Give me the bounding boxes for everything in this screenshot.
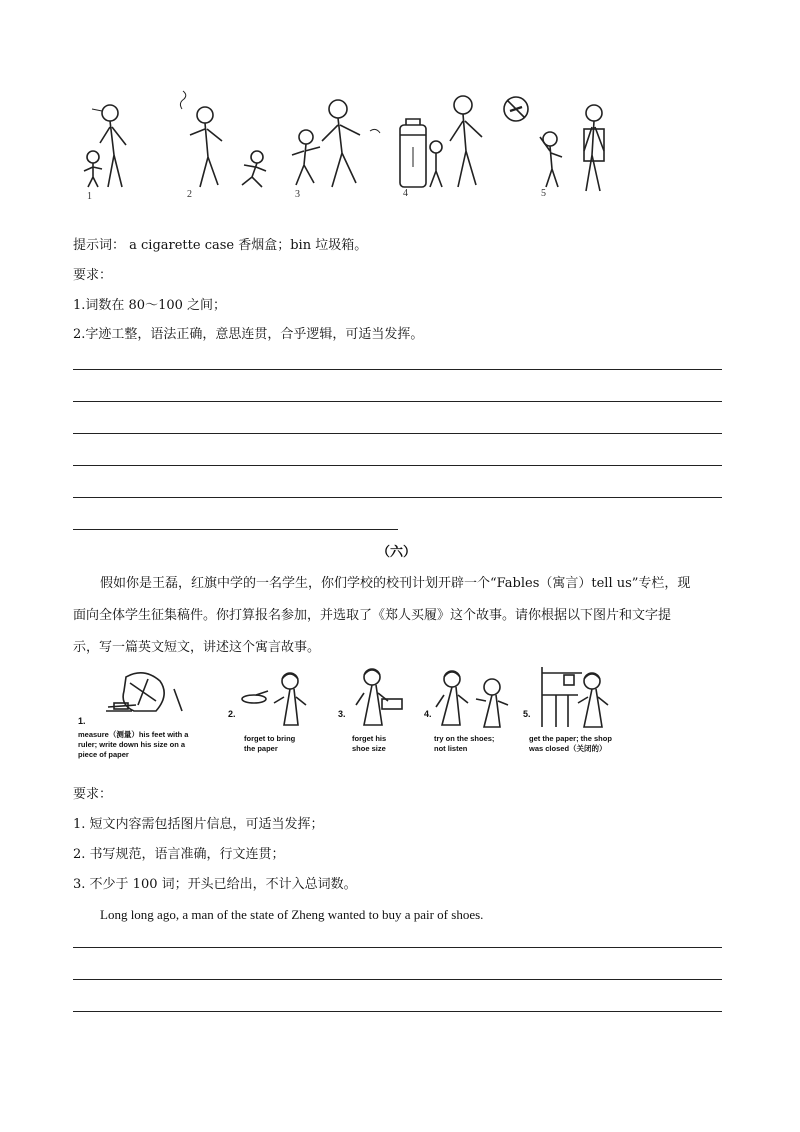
requirement-item: 2.字迹工整，语法正确，意思连贯，合乎逻辑，可适当发挥。: [73, 327, 424, 342]
requirement-item: 1.词数在 80～100 之间；: [73, 298, 227, 313]
requirements-heading: 要求：: [73, 268, 113, 283]
writing-line: [73, 979, 722, 980]
caption-number: 3.: [338, 709, 346, 719]
caption-number: 1.: [78, 716, 86, 726]
caption-number: 4.: [424, 709, 432, 719]
fable-caption-line: forget to bring: [244, 734, 296, 743]
requirements-heading: 要求：: [73, 787, 113, 802]
fable-caption-line: measure（测量）his feet with a: [78, 730, 189, 739]
hint-words: 提示词： a cigarette case 香烟盒；bin 垃圾箱。: [73, 238, 368, 253]
fable-caption-line: the paper: [244, 744, 278, 753]
writing-line: [73, 369, 722, 370]
section-title: （六）: [377, 545, 417, 560]
caption-number: 2.: [228, 709, 236, 719]
writing-line: [73, 401, 722, 402]
requirement-item: 3. 不少于 100 词；开头已给出，不计入总词数。: [73, 877, 357, 892]
prompt-paragraph-line: 假如你是王磊，红旗中学的一名学生，你们学校的校刊计划开辟一个“Fables（寓言）tell us”专栏，现: [100, 576, 691, 591]
comic-drawing: [70, 95, 630, 207]
frame-number: 4: [403, 188, 408, 199]
prompt-paragraph-line: 示，写一篇英文短文，讲述这个寓言故事。: [73, 640, 321, 655]
frame-number: 2: [187, 189, 192, 200]
writing-line: [73, 1011, 722, 1012]
fable-caption-line: try on the shoes;: [434, 734, 495, 743]
fable-caption: [78, 709, 86, 728]
frame-number: 1: [87, 191, 92, 202]
fable-caption-line: get the paper; the shop: [529, 734, 612, 743]
caption-number: 5.: [523, 709, 531, 719]
fable-caption-line: forget his: [352, 734, 387, 743]
prompt-paragraph-line: 面向全体学生征集稿件。你打算报名参加，并选取了《郑人买履》这个故事。请你根据以下图片和文字提: [73, 608, 672, 623]
frame-number: 5: [541, 188, 546, 199]
writing-line: [73, 947, 722, 948]
requirement-item: 1. 短文内容需包括图片信息，可适当发挥；: [73, 817, 324, 832]
writing-line: [73, 465, 722, 466]
comic-strip-smoking: [70, 95, 630, 207]
writing-line: [73, 497, 722, 498]
fable-caption-line: not listen: [434, 744, 468, 753]
writing-line: [73, 433, 722, 434]
fable-caption-line: shoe size: [352, 744, 386, 753]
writing-line: [73, 529, 398, 530]
fable-caption-line: piece of paper: [78, 750, 129, 759]
requirement-item: 2. 书写规范，语言准确，行文连贯；: [73, 847, 285, 862]
fable-caption-line: was closed（关闭的）: [529, 744, 607, 753]
frame-number: 3: [295, 189, 300, 200]
story-opening: Long long ago, a man of the state of Zheng wanted to buy a pair of shoes.: [100, 907, 484, 922]
fable-caption-line: ruler; write down his size on a: [78, 740, 186, 749]
